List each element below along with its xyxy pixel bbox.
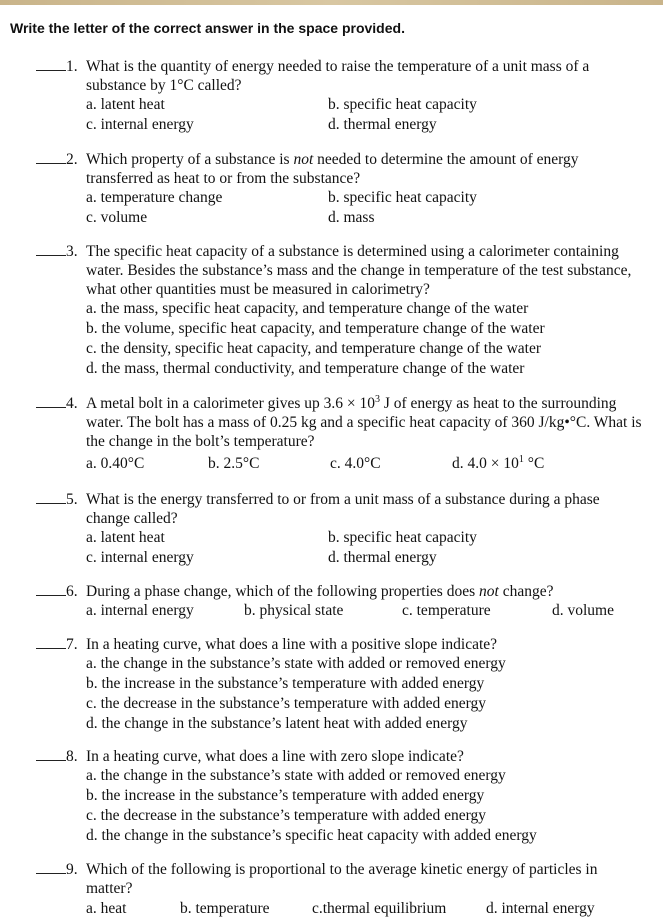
option-b: b. the increase in the substance’s temperature with added energy (86, 787, 485, 804)
option-b: b. 2.5°C (208, 455, 260, 472)
option-b: b. the volume, specific heat capacity, and temperature change of the water (86, 320, 545, 337)
option-a: a. internal energy (86, 602, 194, 619)
option-d: d. mass (328, 209, 375, 226)
option-a: a. the change in the substance’s state with added or removed energy (86, 767, 506, 784)
option-b: b. the increase in the substance’s temperature with added energy (86, 675, 485, 692)
option-a: a. temperature change (86, 189, 223, 206)
option-c: c. the decrease in the substance’s temperature with added energy (86, 695, 486, 712)
option-b: b. physical state (244, 602, 344, 619)
question-number: 7. (66, 636, 78, 653)
answer-blank-7[interactable] (36, 648, 66, 649)
option-c: c. volume (86, 209, 148, 226)
question-text: Which of the following is proportional to the average kinetic energy of particles in matter? (86, 861, 598, 897)
option-c: c.thermal equilibrium (312, 900, 447, 917)
option-b: b. specific heat capacity (328, 189, 477, 206)
question-number: 9. (66, 861, 78, 878)
answer-blank-1[interactable] (36, 70, 66, 71)
option-a: a. heat (86, 900, 127, 917)
question-text: In a heating curve, what does a line with a positive slope indicate? (86, 636, 498, 653)
question-number: 3. (66, 243, 78, 260)
option-d: d. the change in the substance’s specific heat capacity with added energy (86, 827, 537, 844)
option-a: a. 0.40°C (86, 455, 145, 472)
option-b: b. temperature (180, 900, 270, 917)
top-border (0, 0, 663, 5)
option-a: a. the mass, specific heat capacity, and temperature change of the water (86, 300, 529, 317)
option-c: c. temperature (402, 602, 491, 619)
answer-blank-4[interactable] (36, 407, 66, 408)
option-b: b. specific heat capacity (328, 529, 477, 546)
question-text: In a heating curve, what does a line with zero slope indicate? (86, 748, 464, 765)
question-text: What is the quantity of energy needed to raise the temperature of a unit mass of a substance by 1°C called? (86, 58, 590, 94)
option-d: d. $4.0 \times 10^1$ °C (452, 454, 545, 472)
answer-blank-3[interactable] (36, 255, 66, 256)
question-text: The specific heat capacity of a substance is determined using a calorimeter containing water. Besides the substance’s mass and the change in temperature of the test substance, what other quantities must be measured in calorimetry? (86, 243, 632, 298)
option-d: d. thermal energy (328, 116, 437, 133)
question-number: 4. (66, 395, 78, 412)
question-text: Which property of a substance is not needed to determine the amount of energy transferred as heat to or from the substance? (86, 151, 579, 187)
option-d: d. the mass, thermal conductivity, and temperature change of the water (86, 360, 525, 377)
answer-blank-2[interactable] (36, 163, 66, 164)
answer-blank-5[interactable] (36, 503, 66, 504)
option-d: d. volume (552, 602, 614, 619)
option-d: d. internal energy (486, 900, 595, 917)
question-text: What is the energy transferred to or from a unit mass of a substance during a phase change called? (86, 491, 600, 527)
option-c: c. 4.0°C (330, 455, 381, 472)
question-number: 1. (66, 58, 78, 75)
question-text: A metal bolt in a calorimeter gives up $3.6 \times 10^3$ J of energy as heat to the surrounding water. The bolt has a mass of 0.25 kg and a specific heat capacity of 360 J/kg•°C. What is the change in the bolt’s temperature? (86, 394, 642, 450)
question-text: During a phase change, which of the following properties does not change? (86, 583, 554, 600)
option-c: c. the decrease in the substance’s temperature with added energy (86, 807, 486, 824)
instructions: Write the letter of the correct answer in the space provided. (10, 20, 405, 36)
option-a: a. the change in the substance’s state with added or removed energy (86, 655, 506, 672)
answer-blank-6[interactable] (36, 595, 66, 596)
option-d: d. thermal energy (328, 549, 437, 566)
option-c: c. the density, specific heat capacity, and temperature change of the water (86, 340, 542, 357)
answer-blank-9[interactable] (36, 873, 66, 874)
option-c: c. internal energy (86, 116, 194, 133)
question-number: 6. (66, 583, 78, 600)
question-number: 2. (66, 151, 78, 168)
answer-blank-8[interactable] (36, 760, 66, 761)
question-number: 5. (66, 491, 78, 508)
option-c: c. internal energy (86, 549, 194, 566)
option-d: d. the change in the substance’s latent heat with added energy (86, 715, 468, 732)
option-a: a. latent heat (86, 529, 165, 546)
option-a: a. latent heat (86, 96, 165, 113)
question-number: 8. (66, 748, 78, 765)
option-b: b. specific heat capacity (328, 96, 477, 113)
